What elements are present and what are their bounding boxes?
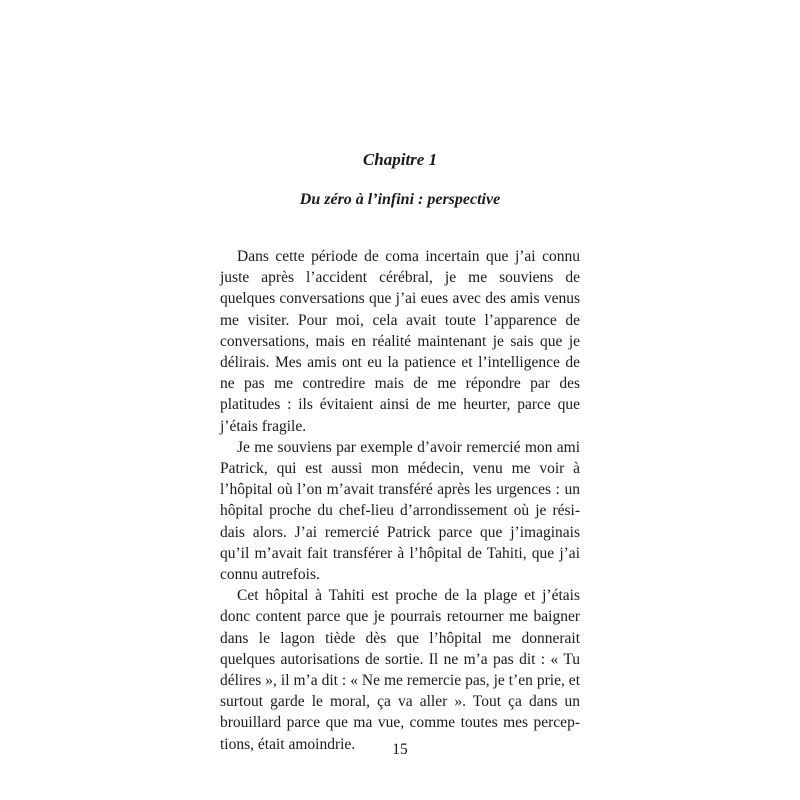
paragraph: Cet hôpital à Tahiti est proche de la plage et j’étais donc content parce que je pourrais retourner me baigner dans le lagon tiède dès que l’hôpital me donnerait quelques autorisations de sortie. Il ne m’a pas dit : « Tu délires », il m’a dit : « Ne me remercie pas, je t’en prie, et surtout garde le moral, ça va aller ». Tout ça dans un brouillard parce que ma vue, comme toutes mes perceptions, était amoindrie. xyxy=(220,587,580,753)
paragraph: Dans cette période de coma incertain que j’ai connu juste après l’accident cérébral, je me souviens de quelques conversations que j’ai eues avec des amis venus me visiter. Pour moi, cela avait toute l’apparence de conversations, mais en réalité maintenant je sais que je délirais. Mes amis ont eu la patience et l’intelligence de ne pas me contredire mais de me répondre par des platitudes : ils évitaient ainsi de me heurter, parce que j’étais fragile. xyxy=(220,248,580,435)
chapter-subtitle: Du zéro à l’infini : perspective xyxy=(299,191,501,208)
page-number: 15 xyxy=(392,741,408,758)
chapter-body xyxy=(220,246,580,755)
paragraph: Je me souviens par exemple d’avoir remercié mon ami Patrick, qui est aussi mon médecin, venu me voir à l’hôpital où l’on m’avait transféré après les urgences : un hôpital proche du chef-lieu d’arrondissement où je résidais alors. J’ai remercié Patrick parce que j’imaginais qu’il m’avait fait transférer à l’hôpital de Tahiti, que j’ai connu autrefois. xyxy=(220,438,580,584)
chapter-title: Chapitre 1 xyxy=(362,150,438,169)
